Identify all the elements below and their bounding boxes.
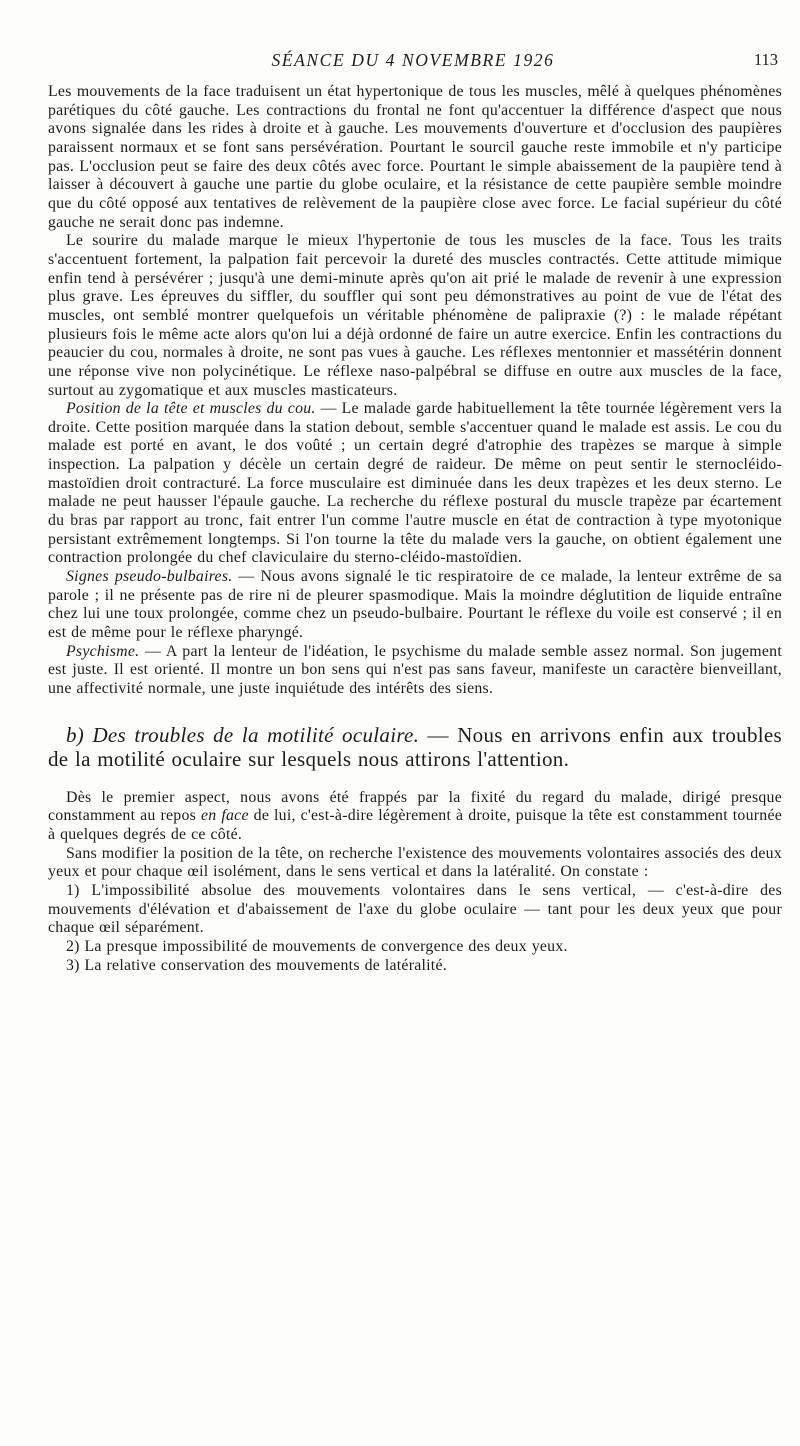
list-item-laterality: 3) La relative conservation des mouvements de latéralité.	[66, 956, 447, 974]
paragraph-voluntary-movements: Sans modifier la position de la tête, on recherche l'existence des mouvements volontaires associés des deux yeux et pour chaque œil isolément, dans le sens vertical et dans la latéralité. On constate :	[48, 844, 782, 881]
list-item-convergence: 2) La presque impossibilité de mouvements de convergence des deux yeux.	[66, 937, 568, 955]
subsection-title-psychism: Psychisme.	[66, 642, 140, 660]
paragraph-psychism	[48, 643, 782, 699]
emphasis-en-face: en face	[200, 807, 249, 825]
paragraph-head-position	[48, 400, 782, 568]
list-item-vertical: 1) L'impossibilité absolue des mouvements volontaires dans le sens vertical, — c'est-à-dire des mouvements d'élévation et d'abaissement de l'axe du globe oculaire — tant pour les deux yeux que pour chaque œil séparément.	[48, 881, 782, 937]
subsection-title-pseudo-bulbar: Signes pseudo-bulbaires.	[66, 568, 233, 586]
section-label: b)	[66, 722, 85, 747]
paragraph-smile: Le sourire du malade marque le mieux l'hypertonie de tous les muscles de la face. Tous les traits s'accentuent fortement, la palpation fait percevoir la dureté des muscles contractés. Cette attitude mimique enfin tend à persévérer ; jusqu'à une demi-minute après qu'on ait prié le malade de revenir à une expression plus grave. Les épreuves du siffler, du souffler qui sont peu démonstratives au point de vue de l'état des muscles, ont semblé montrer quelquefois un véritable phénomène de palipraxie (?) : le malade répétant plusieurs fois le même acte alors qu'on lui a déjà ordonné de faire un autre exercice. Enfin les contractions du peaucier du cou, normales à droite, ne sont pas vues à gauche. Les réflexes mentonnier et massétérin donnent une réponse vive non polycinétique. Le réflexe naso-palpébral se diffuse en outre aux muscles de la face, surtout au zygomatique et aux muscles masticateurs.	[48, 232, 782, 399]
paragraph-face-movements: Les mouvements de la face traduisent un état hypertonique de tous les muscles, mêlé à quelques phénomènes parétiques du côté gauche. Les contractions du frontal ne font qu'accentuer la différence d'aspect que nous avons signalée dans les rides à droite et à gauche. Les mouvements d'ouverture et d'occlusion des paupières paraissent normaux et se font sans persévération. Pourtant le sourcil gauche reste immobile et n'y participe pas. L'occlusion peut se faire des deux côtés avec force. Pourtant le simple abaissement de la paupière tend à laisser à découvert à gauche une partie du globe oculaire, et la résistance de cette paupière semble moindre que du côté opposé aux tentatives de relèvement de la paupière close avec force. Le facial supérieur du côté gauche ne serait donc pas indemne.	[48, 83, 782, 231]
section-heading-ocular	[48, 723, 782, 771]
page-header	[48, 50, 778, 74]
paragraph-text: — A part la lenteur de l'idéation, le psychisme du malade semble assez normal. Son jugement est juste. Il est orienté. Il montre un bon sens qui n'est pas sans faveur, manifeste un caractère bienveillant, une affectivité normale, une juste inquiétude des intérêts des siens.	[48, 642, 782, 697]
paragraph-fixed-gaze: Dès le premier aspect, nous avons été frappés par la fixité du regard du malade, dirigé presque constamment au repos en face de lui, c'est-à-dire légèrement à droite, puisque la tête est constamment tournée à quelques degrés de ce côté.	[48, 788, 783, 843]
paragraph-text: — Nous avons signalé le tic respiratoire de ce malade, la lenteur extrême de sa parole ; il ne présente pas de rire ni de pleurer spasmodique. Mais la moindre déglutition de liquide entraîne chez lui une toux prolongée, comme chez un pseudo-bulbaire. Pourtant le réflexe du voile est conservé ; il en est de même pour le réflexe pharyngé.	[48, 568, 782, 642]
body-text	[48, 83, 782, 975]
section-title: Des troubles de la motilité oculaire.	[92, 722, 420, 747]
page-number: 113	[753, 50, 778, 69]
paragraph-pseudo-bulbar	[48, 568, 782, 643]
section-heading-text: — Nous en arrivons enfin aux troubles de la motilité oculaire sur lesquels nous attirons l'attention.	[48, 722, 782, 771]
running-head: SÉANCE DU 4 NOVEMBRE 1926	[271, 50, 555, 70]
paragraph-text: — Le malade garde habituellement la tête tournée légèrement vers la droite. Cette position marquée dans la station debout, semble s'accentuer quand le malade est assis. Le cou du malade est porté en avant, le dos voûté ; un certain degré d'atrophie des trapèzes se marque à simple inspection. La palpation y décèle un certain degré de raideur. De même on peut sentir le sternocléido-mastoïdien droit contracturé. La force musculaire est diminuée dans les deux trapèzes et les deux sterno. Le malade ne peut hausser l'épaule gauche. La recherche du réflexe postural du muscle trapèze par écartement du bras par rapport au tronc, fait entrer l'un comme l'autre muscle en état de contraction à type myotonique persistant extrêmement longtemps. Si l'on tourne la tête du malade vers la gauche, on obtient également une contraction prolongée du chef claviculaire du sterno-cléido-mastoïdien.	[48, 400, 782, 567]
subsection-title-head-position: Position de la tête et muscles du cou.	[66, 400, 316, 418]
